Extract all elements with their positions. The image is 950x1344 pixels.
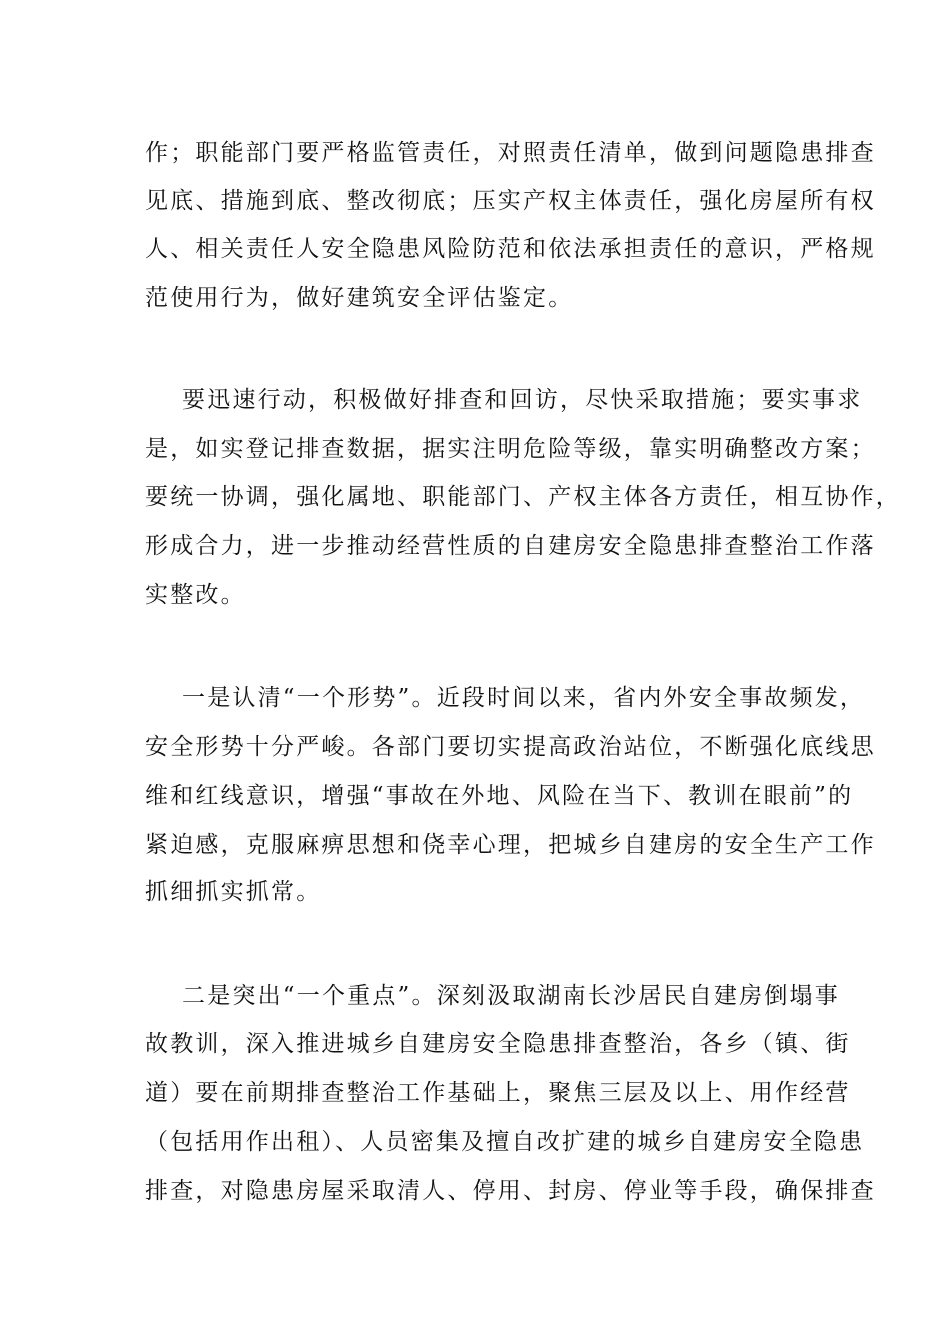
paragraph-2-line-4: 形成合力，进一步推动经营性质的自建房安全隐患排查整治工作落 [145, 533, 876, 559]
paragraph-1-line-4: 范使用行为，做好建筑安全评估鉴定。 [145, 285, 574, 311]
paragraph-4-line-2: 故教训，深入推进城乡自建房安全隐患排查整治，各乡（镇、街 [145, 1031, 851, 1057]
paragraph-2-line-5: 实整改。 [145, 582, 246, 608]
paragraph-3-line-4: 紧迫感，克服麻痹思想和侥幸心理，把城乡自建房的安全生产工作 [145, 832, 876, 858]
paragraph-2-line-3: 要统一协调，强化属地、职能部门、产权主体各方责任，相互协作， [145, 484, 901, 510]
paragraph-3-line-1: 一是认清“一个形势”。近段时间以来，省内外安全事故频发， [182, 685, 866, 711]
paragraph-4-line-1: 二是突出“一个重点”。深刻汲取湖南长沙居民自建房倒塌事 [182, 983, 840, 1009]
paragraph-1-line-2: 见底、措施到底、整改彻底；压实产权主体责任，强化房屋所有权 [145, 188, 876, 214]
paragraph-3-line-3: 维和红线意识，增强“事故在外地、风险在当下、教训在眼前”的 [145, 783, 854, 809]
paragraph-1-line-3: 人、相关责任人安全隐患风险防范和依法承担责任的意识，严格规 [145, 236, 876, 262]
paragraph-4-line-4: （包括用作出租）、人员密集及擅自改扩建的城乡自建房安全隐患 [145, 1129, 865, 1155]
paragraph-4-line-3: 道）要在前期排查整治工作基础上，聚焦三层及以上、用作经营 [145, 1080, 851, 1106]
paragraph-4-line-5: 排查，对隐患房屋采取清人、停用、封房、停业等手段，确保排查 [145, 1178, 876, 1204]
paragraph-3-line-2: 安全形势十分严峻。各部门要切实提高政治站位，不断强化底线思 [145, 734, 876, 760]
paragraph-2-line-1: 要迅速行动，积极做好排查和回访，尽快采取措施；要实事求 [182, 387, 863, 413]
paragraph-2-line-2: 是，如实登记排查数据，据实注明危险等级，靠实明确整改方案； [145, 436, 876, 462]
paragraph-3-line-5: 抓细抓实抓常。 [145, 879, 322, 905]
paragraph-1-line-1: 作；职能部门要严格监管责任，对照责任清单，做到问题隐患排查 [145, 140, 876, 166]
